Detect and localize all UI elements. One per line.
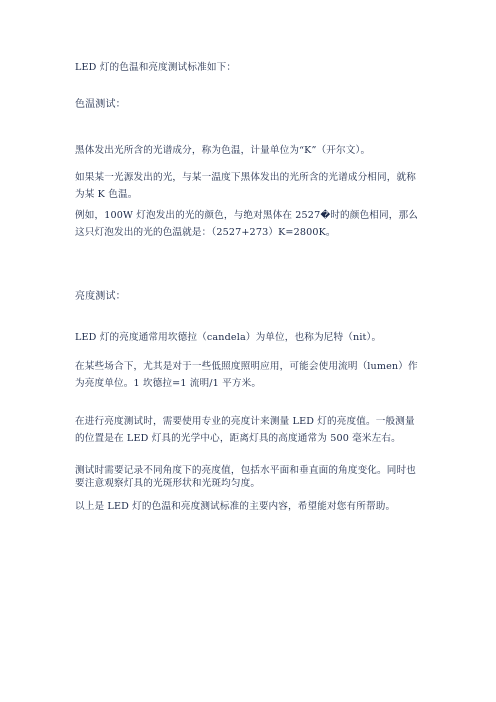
brightness-paragraph-1: LED 灯的亮度通常用坎德拉（candela）为单位，也称为尼特（nit）。 [75,332,382,343]
brightness-heading: 亮度测试： [75,291,126,302]
color-temp-paragraph-2: 如果某一光源发出的光，与某一温度下黑体发出的光所含的光谱成分相同，就称为某 K 色温。 [75,172,417,200]
brightness-paragraph-4: 测试时需要记录不同角度下的亮度值，包括水平面和垂直面的角度变化。同时也要注意观察灯具的光斑形状和光斑均匀度。 [75,465,417,489]
brightness-paragraph-2: 在某些场合下，尤其是对于一些低照度照明应用，可能会使用流明（lumen）作为亮度单位。1 坎德拉=1 流明/1 平方米。 [75,361,418,389]
conclusion-line: 以上是 LED 灯的色温和亮度测试标准的主要内容，希望能对您有所帮助。 [75,501,396,512]
brightness-paragraph-3: 在进行亮度测试时，需要使用专业的亮度计来测量 LED 灯的亮度值。一般测量的位置是在 LED 灯具的光学中心，距离灯具的高度通常为 500 毫米左右。 [75,416,415,444]
color-temp-heading: 色温测试： [75,99,126,110]
intro-line: LED 灯的色温和亮度测试标准如下： [75,62,237,73]
color-temp-paragraph-3: 例如，100W 灯泡发出的光的颜色，与绝对黑体在 2527�时的颜色相同，那么这只灯泡发出的光的色温就是：（2527+273）K=2800K。 [75,210,418,238]
color-temp-paragraph-1: 黑体发出光所含的光谱成分，称为色温，计量单位为“K”（开尔文）。 [75,145,371,156]
